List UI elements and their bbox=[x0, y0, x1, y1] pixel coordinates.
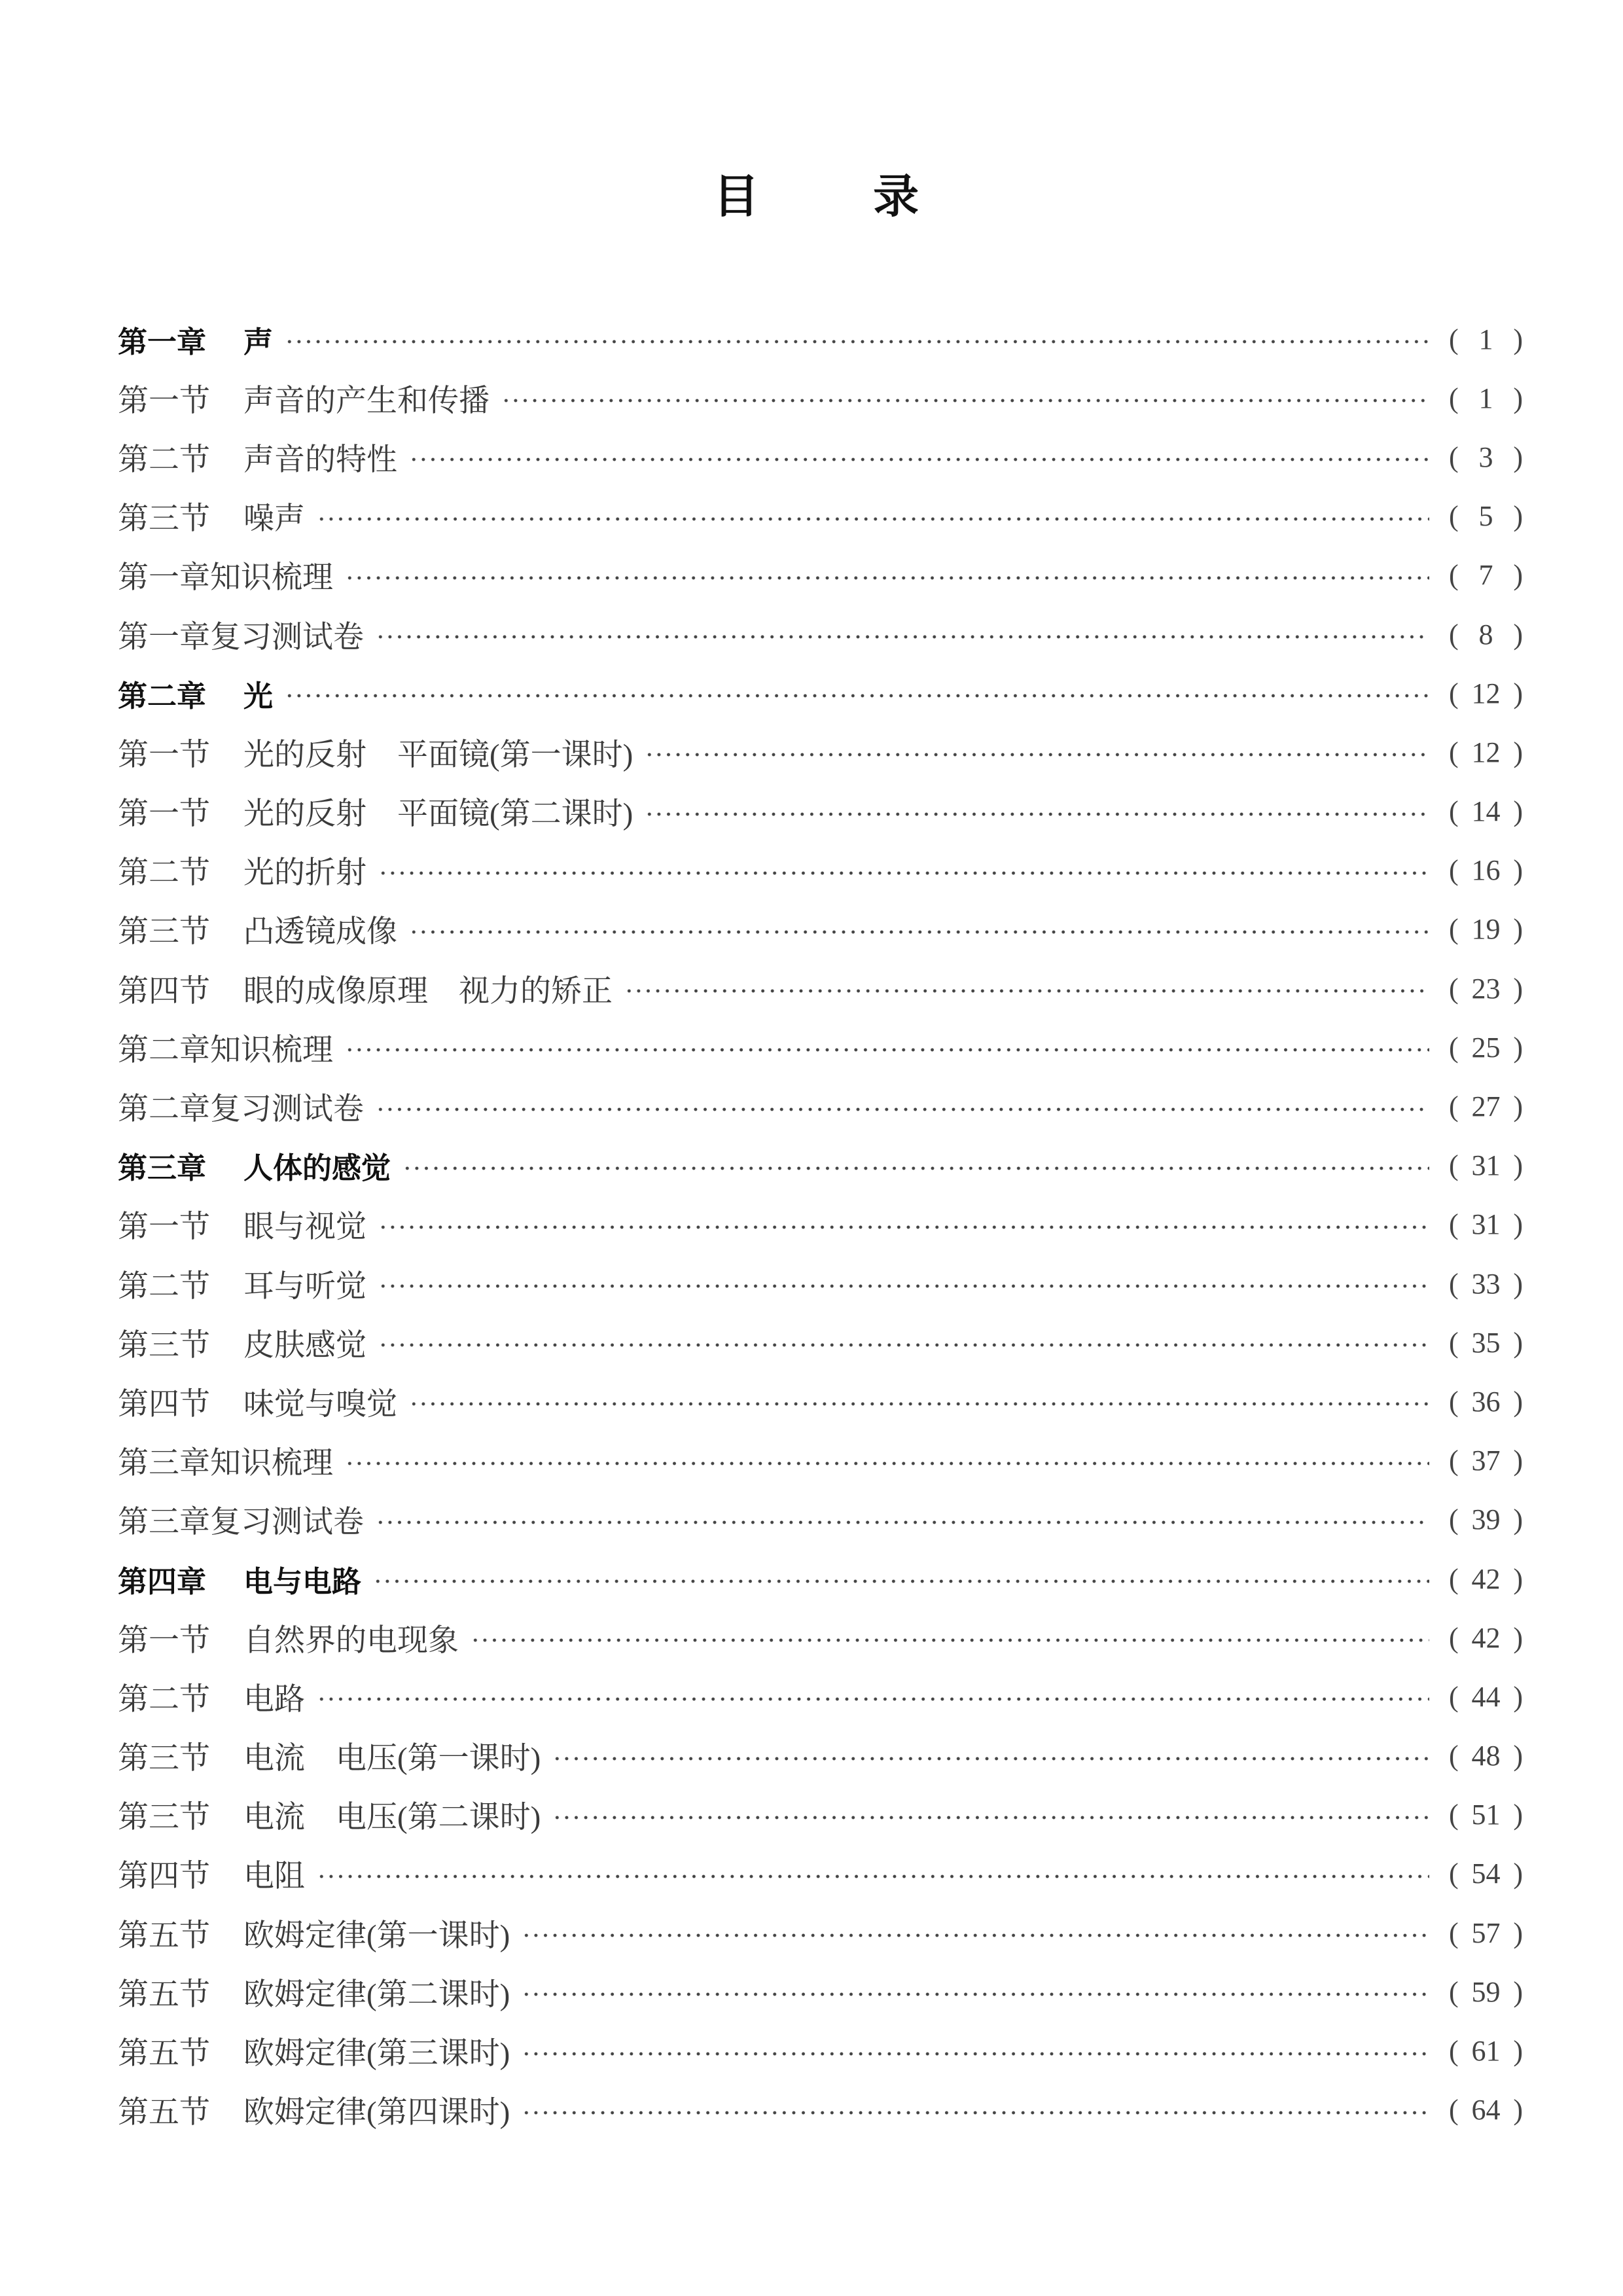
toc-section-entry bbox=[118, 427, 1523, 486]
entry-title: 声音的特性 bbox=[243, 442, 397, 477]
entry-page-number bbox=[1449, 1857, 1523, 1890]
entry-label: 第一节 bbox=[118, 384, 210, 418]
entry-title: 光的反射 平面镜(第一课时) bbox=[243, 738, 633, 772]
page-number-value: 1 bbox=[1478, 382, 1493, 414]
toc-section-entry bbox=[118, 546, 1523, 605]
dot-leader bbox=[317, 1873, 1429, 1880]
entry-label: 第四节 bbox=[118, 974, 210, 1009]
page-open-paren: ( bbox=[1449, 2035, 1459, 2068]
toc-section-entry bbox=[118, 2021, 1523, 2080]
page-close-paren: ) bbox=[1513, 1975, 1523, 2008]
entry-label: 第二节 bbox=[118, 1682, 210, 1717]
entry-page-number bbox=[1449, 1326, 1523, 1359]
entry-page-number bbox=[1449, 1208, 1523, 1241]
entry-title: 欧姆定律(第二课时) bbox=[243, 1977, 510, 2012]
dot-leader bbox=[552, 1755, 1429, 1762]
entry-title: 光的折射 bbox=[243, 856, 366, 891]
toc-section-entry bbox=[118, 1844, 1523, 1903]
page-number-value: 42 bbox=[1471, 1621, 1501, 1654]
entry-page-number bbox=[1449, 1562, 1523, 1596]
entry-title: 第三章知识梳理 bbox=[118, 1446, 333, 1481]
page-number-value: 59 bbox=[1471, 1975, 1501, 2008]
dot-leader bbox=[501, 397, 1429, 404]
entry-page-number bbox=[1449, 382, 1523, 415]
page-close-paren: ) bbox=[1513, 1267, 1523, 1300]
page-close-paren: ) bbox=[1513, 795, 1523, 828]
entry-title: 电阻 bbox=[243, 1859, 305, 1894]
dot-leader bbox=[317, 1696, 1429, 1702]
toc-section-entry bbox=[118, 959, 1523, 1018]
page-open-paren: ( bbox=[1449, 1031, 1459, 1064]
toc-section-entry bbox=[118, 1254, 1523, 1313]
page-open-paren: ( bbox=[1449, 1385, 1459, 1418]
page-close-paren: ) bbox=[1513, 1208, 1523, 1241]
page-number-value: 51 bbox=[1471, 1799, 1501, 1831]
toc-section-entry bbox=[118, 1667, 1523, 1726]
page-number-value: 8 bbox=[1478, 618, 1493, 651]
entry-title: 眼与视觉 bbox=[243, 1210, 366, 1245]
entry-title: 第二章复习测试卷 bbox=[118, 1092, 364, 1127]
page-close-paren: ) bbox=[1513, 440, 1523, 473]
dot-leader bbox=[373, 1578, 1429, 1585]
toc-section-entry bbox=[118, 1490, 1523, 1549]
toc-section-entry bbox=[118, 1372, 1523, 1431]
entry-page-number bbox=[1449, 1385, 1523, 1418]
entry-page-number bbox=[1449, 1680, 1523, 1713]
dot-leader bbox=[345, 1460, 1429, 1467]
dot-leader bbox=[378, 1224, 1429, 1230]
entry-label: 第一节 bbox=[118, 738, 210, 772]
page-open-paren: ( bbox=[1449, 618, 1459, 651]
entry-label: 第三节 bbox=[118, 1328, 210, 1363]
page-number-value: 64 bbox=[1471, 2094, 1501, 2126]
toc-section-entry bbox=[118, 723, 1523, 781]
page-open-paren: ( bbox=[1449, 1444, 1459, 1477]
entry-page-number bbox=[1449, 1503, 1523, 1536]
page-close-paren: ) bbox=[1513, 677, 1523, 709]
entry-label: 第二章 bbox=[118, 678, 207, 713]
page-open-paren: ( bbox=[1449, 1149, 1459, 1182]
toc-section-entry bbox=[118, 1608, 1523, 1667]
entry-page-number bbox=[1449, 1621, 1523, 1655]
dot-leader bbox=[409, 1401, 1429, 1407]
page-close-paren: ) bbox=[1513, 1090, 1523, 1123]
page-number-value: 37 bbox=[1471, 1444, 1501, 1477]
entry-page-number bbox=[1449, 1739, 1523, 1772]
page-open-paren: ( bbox=[1449, 854, 1459, 887]
page-close-paren: ) bbox=[1513, 500, 1523, 533]
page-number-value: 35 bbox=[1471, 1326, 1501, 1359]
page-open-paren: ( bbox=[1449, 500, 1459, 533]
page-number-value: 54 bbox=[1471, 1857, 1501, 1890]
dot-leader bbox=[409, 456, 1429, 463]
entry-title: 光的反射 平面镜(第二课时) bbox=[243, 797, 633, 832]
page-close-paren: ) bbox=[1513, 1385, 1523, 1418]
entry-title: 自然界的电现象 bbox=[243, 1623, 459, 1658]
entry-label: 第三节 bbox=[118, 1801, 210, 1835]
toc-section-entry bbox=[118, 487, 1523, 546]
dot-leader bbox=[624, 988, 1429, 994]
entry-title: 第一章复习测试卷 bbox=[118, 620, 364, 655]
dot-leader bbox=[378, 1283, 1429, 1289]
page-number-value: 14 bbox=[1471, 795, 1501, 828]
page-open-paren: ( bbox=[1449, 1799, 1459, 1831]
page-close-paren: ) bbox=[1513, 1503, 1523, 1536]
page-open-paren: ( bbox=[1449, 972, 1459, 1005]
entry-page-number bbox=[1449, 795, 1523, 828]
entry-label: 第五节 bbox=[118, 2037, 210, 2072]
dot-leader bbox=[645, 751, 1429, 758]
page-close-paren: ) bbox=[1513, 1562, 1523, 1595]
page-close-paren: ) bbox=[1513, 854, 1523, 887]
toc-section-entry bbox=[118, 605, 1523, 664]
page-close-paren: ) bbox=[1513, 2094, 1523, 2126]
page-close-paren: ) bbox=[1513, 618, 1523, 651]
entry-title: 欧姆定律(第四课时) bbox=[243, 2096, 510, 2130]
page-close-paren: ) bbox=[1513, 1326, 1523, 1359]
entry-page-number bbox=[1449, 440, 1523, 474]
page-close-paren: ) bbox=[1513, 1740, 1523, 1772]
page-open-paren: ( bbox=[1449, 795, 1459, 828]
toc-chapter-entry bbox=[118, 1136, 1523, 1195]
page-number-value: 12 bbox=[1471, 677, 1501, 709]
entry-title: 皮肤感觉 bbox=[243, 1328, 366, 1363]
entry-page-number bbox=[1449, 323, 1523, 356]
entry-page-number bbox=[1449, 2093, 1523, 2126]
entry-label: 第四节 bbox=[118, 1859, 210, 1894]
entry-title: 欧姆定律(第一课时) bbox=[243, 1918, 510, 1953]
entry-label: 第一章 bbox=[118, 324, 207, 359]
toc-section-entry bbox=[118, 1727, 1523, 1785]
page-number-value: 31 bbox=[1471, 1208, 1501, 1241]
dot-leader bbox=[402, 1165, 1429, 1172]
page-number-value: 16 bbox=[1471, 854, 1501, 887]
entry-label: 第四章 bbox=[118, 1564, 207, 1599]
entry-title: 第三章复习测试卷 bbox=[118, 1505, 364, 1540]
page-close-paren: ) bbox=[1513, 382, 1523, 414]
dot-leader bbox=[522, 2109, 1429, 2116]
entry-label: 第三节 bbox=[118, 915, 210, 950]
dot-leader bbox=[285, 338, 1429, 345]
page-open-paren: ( bbox=[1449, 1680, 1459, 1713]
page-open-paren: ( bbox=[1449, 1503, 1459, 1536]
toc-section-entry bbox=[118, 1962, 1523, 2021]
toc-section-entry bbox=[118, 1431, 1523, 1490]
toc-section-entry bbox=[118, 1195, 1523, 1254]
page-number-value: 48 bbox=[1471, 1740, 1501, 1772]
page-open-paren: ( bbox=[1449, 1916, 1459, 1949]
page-number-value: 7 bbox=[1478, 559, 1493, 592]
page-open-paren: ( bbox=[1449, 1621, 1459, 1654]
entry-title: 电流 电压(第一课时) bbox=[243, 1742, 541, 1776]
entry-title: 耳与听觉 bbox=[243, 1269, 366, 1304]
page-close-paren: ) bbox=[1513, 1444, 1523, 1477]
dot-leader bbox=[345, 575, 1429, 581]
dot-leader bbox=[378, 1342, 1429, 1348]
page-number-value: 42 bbox=[1471, 1562, 1501, 1595]
page-number-value: 12 bbox=[1471, 736, 1501, 768]
page-close-paren: ) bbox=[1513, 1857, 1523, 1890]
toc-chapter-entry bbox=[118, 310, 1523, 368]
dot-leader bbox=[285, 692, 1429, 699]
toc-section-entry bbox=[118, 1785, 1523, 1844]
entry-label: 第三章 bbox=[118, 1151, 207, 1186]
entry-title: 人体的感觉 bbox=[243, 1151, 391, 1186]
entry-title: 声 bbox=[243, 324, 274, 359]
entry-page-number bbox=[1449, 1975, 1523, 2009]
page-open-paren: ( bbox=[1449, 1740, 1459, 1772]
entry-title: 声音的产生和传播 bbox=[243, 384, 490, 418]
entry-page-number bbox=[1449, 1031, 1523, 1064]
page-close-paren: ) bbox=[1513, 1799, 1523, 1831]
entry-title: 第一章知识梳理 bbox=[118, 561, 333, 596]
page-close-paren: ) bbox=[1513, 1680, 1523, 1713]
entry-page-number bbox=[1449, 853, 1523, 887]
entry-title: 眼的成像原理 视力的矫正 bbox=[243, 974, 613, 1009]
dot-leader bbox=[376, 1519, 1429, 1526]
page-close-paren: ) bbox=[1513, 736, 1523, 768]
entry-label: 第二节 bbox=[118, 856, 210, 891]
page-open-paren: ( bbox=[1449, 736, 1459, 768]
page-number-value: 19 bbox=[1471, 913, 1501, 946]
dot-leader bbox=[378, 870, 1429, 876]
page-number-value: 25 bbox=[1471, 1031, 1501, 1064]
page-close-paren: ) bbox=[1513, 2035, 1523, 2068]
entry-title: 味觉与嗅觉 bbox=[243, 1387, 397, 1422]
dot-leader bbox=[317, 516, 1429, 522]
entry-title: 第二章知识梳理 bbox=[118, 1033, 333, 1067]
entry-page-number bbox=[1449, 499, 1523, 533]
page-number-value: 39 bbox=[1471, 1503, 1501, 1536]
entry-label: 第一节 bbox=[118, 797, 210, 832]
page-open-paren: ( bbox=[1449, 1208, 1459, 1241]
entry-page-number bbox=[1449, 677, 1523, 710]
entry-label: 第一节 bbox=[118, 1623, 210, 1658]
page-open-paren: ( bbox=[1449, 1857, 1459, 1890]
entry-page-number bbox=[1449, 2034, 1523, 2068]
dot-leader bbox=[522, 1932, 1429, 1939]
entry-page-number bbox=[1449, 1149, 1523, 1182]
toc-section-entry bbox=[118, 1077, 1523, 1136]
entry-page-number bbox=[1449, 736, 1523, 769]
page-number-value: 31 bbox=[1471, 1149, 1501, 1182]
entry-title: 光 bbox=[243, 678, 274, 713]
page-close-paren: ) bbox=[1513, 972, 1523, 1005]
page-number-value: 36 bbox=[1471, 1385, 1501, 1418]
entry-title: 凸透镜成像 bbox=[243, 915, 397, 950]
dot-leader bbox=[409, 929, 1429, 935]
page-close-paren: ) bbox=[1513, 559, 1523, 592]
entry-title: 噪声 bbox=[243, 502, 305, 537]
dot-leader bbox=[376, 1106, 1429, 1113]
page-number-value: 23 bbox=[1471, 972, 1501, 1005]
entry-label: 第四节 bbox=[118, 1387, 210, 1422]
entry-label: 第三节 bbox=[118, 1742, 210, 1776]
entry-label: 第五节 bbox=[118, 2096, 210, 2130]
page-open-paren: ( bbox=[1449, 440, 1459, 473]
page-open-paren: ( bbox=[1449, 913, 1459, 946]
page-open-paren: ( bbox=[1449, 2094, 1459, 2126]
entry-page-number bbox=[1449, 1444, 1523, 1477]
entry-label: 第五节 bbox=[118, 1918, 210, 1953]
table-of-contents bbox=[118, 310, 1523, 2140]
entry-title: 电与电路 bbox=[243, 1564, 362, 1599]
entry-label: 第一节 bbox=[118, 1210, 210, 1245]
entry-page-number bbox=[1449, 972, 1523, 1005]
entry-label: 第三节 bbox=[118, 502, 210, 537]
page-close-paren: ) bbox=[1513, 1031, 1523, 1064]
entry-label: 第二节 bbox=[118, 1269, 210, 1304]
page-open-paren: ( bbox=[1449, 323, 1459, 355]
page-open-paren: ( bbox=[1449, 559, 1459, 592]
entry-label: 第二节 bbox=[118, 442, 210, 477]
dot-leader bbox=[345, 1047, 1429, 1053]
page-title: 目 录 bbox=[713, 170, 919, 223]
entry-page-number bbox=[1449, 1090, 1523, 1123]
page-number-value: 27 bbox=[1471, 1090, 1501, 1123]
page-number-value: 57 bbox=[1471, 1916, 1501, 1949]
entry-page-number bbox=[1449, 1267, 1523, 1300]
entry-page-number bbox=[1449, 912, 1523, 946]
page-close-paren: ) bbox=[1513, 913, 1523, 946]
dot-leader bbox=[376, 634, 1429, 640]
toc-section-entry bbox=[118, 1313, 1523, 1372]
dot-leader bbox=[552, 1814, 1429, 1821]
page-close-paren: ) bbox=[1513, 1621, 1523, 1654]
toc-section-entry bbox=[118, 1903, 1523, 1962]
page-open-paren: ( bbox=[1449, 1090, 1459, 1123]
page-number-value: 61 bbox=[1471, 2035, 1501, 2068]
toc-section-entry bbox=[118, 841, 1523, 900]
entry-page-number bbox=[1449, 558, 1523, 592]
entry-page-number bbox=[1449, 1916, 1523, 1950]
page-open-paren: ( bbox=[1449, 677, 1459, 709]
page-open-paren: ( bbox=[1449, 1562, 1459, 1595]
dot-leader bbox=[471, 1637, 1429, 1643]
toc-chapter-entry bbox=[118, 664, 1523, 723]
page-close-paren: ) bbox=[1513, 1916, 1523, 1949]
page-number-value: 44 bbox=[1471, 1680, 1501, 1713]
entry-page-number bbox=[1449, 1798, 1523, 1831]
page-close-paren: ) bbox=[1513, 1149, 1523, 1182]
toc-section-entry bbox=[118, 2081, 1523, 2140]
page-open-paren: ( bbox=[1449, 1326, 1459, 1359]
page-close-paren: ) bbox=[1513, 323, 1523, 355]
page-number-value: 5 bbox=[1478, 500, 1493, 533]
toc-section-entry bbox=[118, 900, 1523, 959]
dot-leader bbox=[522, 1991, 1429, 1998]
toc-section-entry bbox=[118, 782, 1523, 841]
entry-title: 电路 bbox=[243, 1682, 305, 1717]
toc-chapter-entry bbox=[118, 1549, 1523, 1608]
toc-section-entry bbox=[118, 368, 1523, 427]
page-number-value: 1 bbox=[1478, 323, 1493, 355]
page-number-value: 33 bbox=[1471, 1267, 1501, 1300]
dot-leader bbox=[522, 2051, 1429, 2057]
entry-label: 第五节 bbox=[118, 1977, 210, 2012]
page-number-value: 3 bbox=[1478, 440, 1493, 473]
toc-section-entry bbox=[118, 1018, 1523, 1077]
entry-page-number bbox=[1449, 618, 1523, 651]
page-open-paren: ( bbox=[1449, 382, 1459, 414]
page-open-paren: ( bbox=[1449, 1975, 1459, 2008]
entry-title: 欧姆定律(第三课时) bbox=[243, 2037, 510, 2072]
dot-leader bbox=[645, 811, 1429, 817]
entry-title: 电流 电压(第二课时) bbox=[243, 1801, 541, 1835]
page-open-paren: ( bbox=[1449, 1267, 1459, 1300]
